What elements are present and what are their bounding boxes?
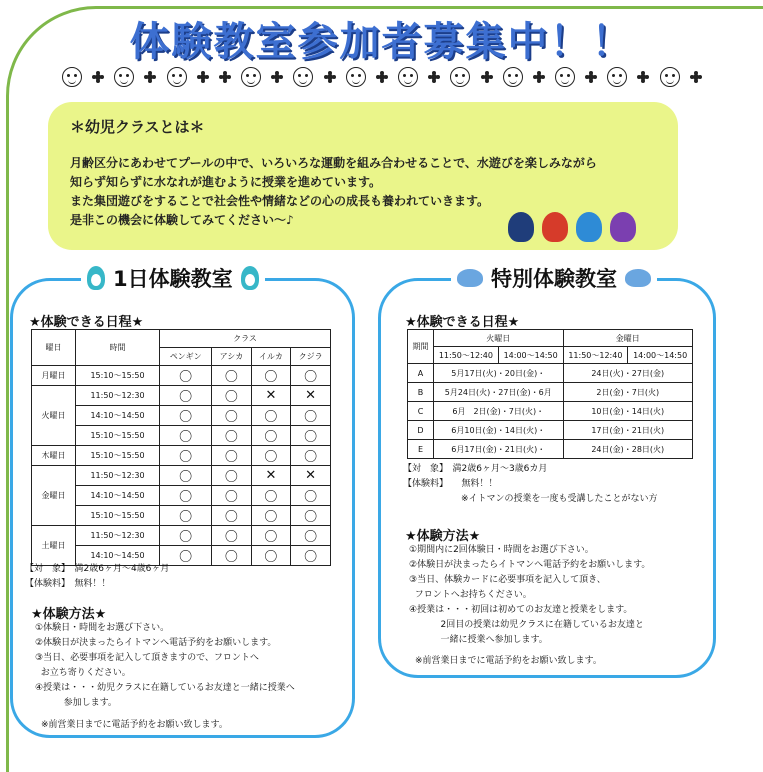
whale-icon (625, 269, 651, 287)
dates-cell: 6月 2日(金)・7日(火)・ (434, 402, 564, 421)
availability-cell: ✕ (291, 466, 331, 486)
smiley-icon (555, 67, 575, 87)
availability-cell: 〇 (251, 446, 291, 466)
availability-cell: 〇 (212, 406, 251, 426)
availability-cell: 〇 (160, 426, 212, 446)
flower-icon (376, 71, 388, 83)
time-cell: 15:10～15:50 (76, 366, 160, 386)
penguin-icon (508, 212, 534, 242)
target-label: 【対 象】 満2歳6ヶ月～4歳6ヶ月 (25, 564, 170, 574)
method-list (409, 543, 650, 648)
method-step: 一緒に授業へ参加します。 (409, 635, 548, 645)
special-trial-panel (378, 267, 716, 678)
intro-line: また集団遊びをすることで社会性や情緒などの心の成長も養われていきます。 (70, 194, 490, 208)
animal-mascots (508, 212, 636, 242)
method-step: ①期間内に2回体験日・時間をお選び下さい。 (409, 545, 594, 555)
availability-cell: 〇 (251, 406, 291, 426)
availability-cell: 〇 (251, 426, 291, 446)
period-cell: E (408, 440, 434, 459)
method-heading: ★体験方法★ (31, 607, 107, 622)
time-cell: 11:50～12:30 (76, 526, 160, 546)
flower-icon (428, 71, 440, 83)
availability-cell: 〇 (212, 526, 251, 546)
method-step: ②体験日が決まったらイトマンへ電話予約をお願いします。 (409, 560, 651, 570)
intro-line: 月齢区分にあわせてプールの中で、いろいろな運動を組み合わせることで、水遊びを楽しみながら (70, 156, 597, 170)
availability-cell: ✕ (251, 466, 291, 486)
time-cell: 15:10～15:50 (76, 446, 160, 466)
header-time: 14:00～14:50 (498, 347, 563, 364)
table-row (408, 383, 693, 402)
availability-cell: 〇 (251, 526, 291, 546)
dates-cell: 5月24日(火)・27日(金)・6月 (434, 383, 564, 402)
availability-cell: 〇 (291, 506, 331, 526)
availability-cell: 〇 (251, 506, 291, 526)
availability-cell: 〇 (212, 486, 251, 506)
header-friday: 金曜日 (563, 330, 693, 347)
period-cell: B (408, 383, 434, 402)
footnote: ※前営業日までに電話予約をお願い致します。 (415, 656, 602, 666)
availability-cell: 〇 (160, 526, 212, 546)
flower-icon (637, 71, 649, 83)
smiley-icon (503, 67, 523, 87)
smiley-icon (62, 67, 82, 87)
flower-icon (585, 71, 597, 83)
day-cell: 木曜日 (32, 446, 76, 466)
availability-cell: 〇 (212, 506, 251, 526)
method-step: ②体験日が決まったらイトマンへ電話予約をお願いします。 (35, 638, 277, 648)
flower-icon (197, 71, 209, 83)
method-step: ③当日、必要事項を記入して頂きますので、フロントへ (35, 653, 259, 663)
flower-icon (144, 71, 156, 83)
page-title: 体験教室参加者募集中！！ (129, 19, 634, 65)
availability-cell: 〇 (291, 366, 331, 386)
method-list (35, 621, 295, 711)
method-step: 参加します。 (35, 698, 117, 708)
availability-cell: 〇 (291, 426, 331, 446)
method-step: お立ち寄りください。 (35, 668, 131, 678)
time-cell: 14:10～14:50 (76, 406, 160, 426)
time-cell: 14:10～14:50 (76, 486, 160, 506)
method-step: ④授業は・・・初回は初めてのお友達と授業をします。 (409, 605, 633, 615)
period-cell: C (408, 402, 434, 421)
availability-cell: 〇 (212, 546, 251, 566)
header-time: 14:00～14:50 (628, 347, 693, 364)
table-row (32, 506, 331, 526)
smiley-icon (167, 67, 187, 87)
method-step: ④授業は・・・幼児クラスに在籍しているお友達と一緒に授業へ (35, 683, 295, 693)
dates-cell: 6月17日(金)・21日(火)・ (434, 440, 564, 459)
one-day-trial-panel (10, 267, 355, 738)
method-heading: ★体験方法★ (405, 529, 481, 544)
method-step: フロントへお持ちください。 (409, 590, 532, 600)
table-row (408, 364, 693, 383)
table-row (32, 366, 331, 386)
whale-icon (457, 269, 483, 287)
table-row (32, 386, 331, 406)
special-schedule-table (407, 329, 693, 459)
schedule-heading: ★体験できる日程★ (405, 315, 520, 330)
smiley-icon (607, 67, 627, 87)
flower-icon (690, 71, 702, 83)
penguin-icon (87, 266, 105, 290)
schedule-heading: ★体験できる日程★ (29, 315, 144, 330)
flower-icon (219, 71, 231, 83)
dates-cell: 24日(火)・27日(金) (563, 364, 693, 383)
header-time: 11:50～12:40 (434, 347, 499, 364)
smiley-icon (114, 67, 134, 87)
decoration-row (62, 66, 702, 88)
sea-lion-icon (542, 212, 568, 242)
dates-cell: 17日(金)・21日(火) (563, 421, 693, 440)
availability-cell: 〇 (160, 406, 212, 426)
table-row (32, 406, 331, 426)
availability-cell: 〇 (251, 546, 291, 566)
period-cell: A (408, 364, 434, 383)
day-cell: 火曜日 (32, 386, 76, 446)
special-trial-title (451, 263, 657, 293)
availability-cell: 〇 (212, 386, 251, 406)
table-row (32, 486, 331, 506)
one-day-schedule-table (31, 329, 331, 566)
header-time: 時間 (76, 330, 160, 366)
footnote: ※前営業日までに電話予約をお願い致します。 (41, 720, 228, 730)
availability-cell: 〇 (291, 526, 331, 546)
table-row (408, 440, 693, 459)
smiley-icon (346, 67, 366, 87)
availability-cell: 〇 (212, 426, 251, 446)
dates-cell: 6月10日(金)・14日(火)・ (434, 421, 564, 440)
flower-icon (533, 71, 545, 83)
day-cell: 土曜日 (32, 526, 76, 566)
header-class: クジラ (291, 348, 331, 366)
availability-cell: ✕ (291, 386, 331, 406)
header-class-group: クラス (160, 330, 331, 348)
infant-class-intro (48, 102, 678, 250)
intro-heading: ＊幼児クラスとは＊ (70, 118, 205, 136)
table-row (408, 421, 693, 440)
one-day-trial-title-text: 1日体験教室 (113, 267, 233, 291)
fee-note: ※イトマンの授業を一度も受講したことがない方 (461, 494, 658, 504)
method-step: 2回目の授業は幼児クラスに在籍しているお友達と (409, 620, 644, 630)
smiley-icon (450, 67, 470, 87)
target-label: 【対 象】 満2歳6ヶ月～3歳6カ月 (403, 464, 548, 474)
header-time: 11:50～12:40 (563, 347, 628, 364)
availability-cell: 〇 (291, 546, 331, 566)
availability-cell: 〇 (160, 446, 212, 466)
table-row (408, 402, 693, 421)
availability-cell: 〇 (212, 366, 251, 386)
flower-icon (92, 71, 104, 83)
fee-label: 【体験料】 無料！！ (25, 579, 111, 589)
smiley-icon (241, 67, 261, 87)
dolphin-icon (576, 212, 602, 242)
special-trial-title-text: 特別体験教室 (491, 267, 617, 291)
table-row (32, 426, 331, 446)
smiley-icon (398, 67, 418, 87)
time-cell: 11:50～12:30 (76, 386, 160, 406)
penguin-icon (241, 266, 259, 290)
header-tuesday: 火曜日 (434, 330, 564, 347)
availability-cell: 〇 (251, 366, 291, 386)
one-day-trial-title (81, 263, 265, 293)
time-cell: 14:10～14:50 (76, 546, 160, 566)
availability-cell: 〇 (160, 486, 212, 506)
availability-cell: 〇 (160, 506, 212, 526)
availability-cell: 〇 (160, 366, 212, 386)
dates-cell: 2日(金)・7日(火) (563, 383, 693, 402)
whale-icon (610, 212, 636, 242)
table-row (32, 526, 331, 546)
table-row (32, 446, 331, 466)
availability-cell: 〇 (212, 466, 251, 486)
availability-cell: 〇 (291, 486, 331, 506)
day-cell: 金曜日 (32, 466, 76, 526)
fee-label: 【体験料】 無料！！ (403, 479, 498, 489)
availability-cell: 〇 (291, 446, 331, 466)
flower-icon (481, 71, 493, 83)
intro-line: 知らず知らずに水なれが進むように授業を進めています。 (70, 175, 382, 189)
smiley-icon (660, 67, 680, 87)
availability-cell: 〇 (160, 546, 212, 566)
header-class: イルカ (251, 348, 291, 366)
time-cell: 15:10～15:50 (76, 426, 160, 446)
availability-cell: ✕ (251, 386, 291, 406)
header-period: 期間 (408, 330, 434, 364)
intro-line: 是非この機会に体験してみてください～♪ (70, 213, 294, 227)
flower-icon (271, 71, 283, 83)
header-class: アシカ (212, 348, 251, 366)
method-step: ①体験日・時間をお選び下さい。 (35, 623, 170, 633)
availability-cell: 〇 (160, 386, 212, 406)
flower-icon (324, 71, 336, 83)
smiley-icon (293, 67, 313, 87)
availability-cell: 〇 (251, 486, 291, 506)
availability-cell: 〇 (212, 446, 251, 466)
time-cell: 15:10～15:50 (76, 506, 160, 526)
header-day: 曜日 (32, 330, 76, 366)
dates-cell: 5月17日(火)・20日(金)・ (434, 364, 564, 383)
method-step: ③当日、体験カードに必要事項を記入して頂き、 (409, 575, 606, 585)
day-cell: 月曜日 (32, 366, 76, 386)
dates-cell: 10日(金)・14日(火) (563, 402, 693, 421)
header-class: ペンギン (160, 348, 212, 366)
table-row (32, 466, 331, 486)
dates-cell: 24日(金)・28日(火) (563, 440, 693, 459)
period-cell: D (408, 421, 434, 440)
availability-cell: 〇 (160, 466, 212, 486)
availability-cell: 〇 (291, 406, 331, 426)
time-cell: 11:50～12:30 (76, 466, 160, 486)
